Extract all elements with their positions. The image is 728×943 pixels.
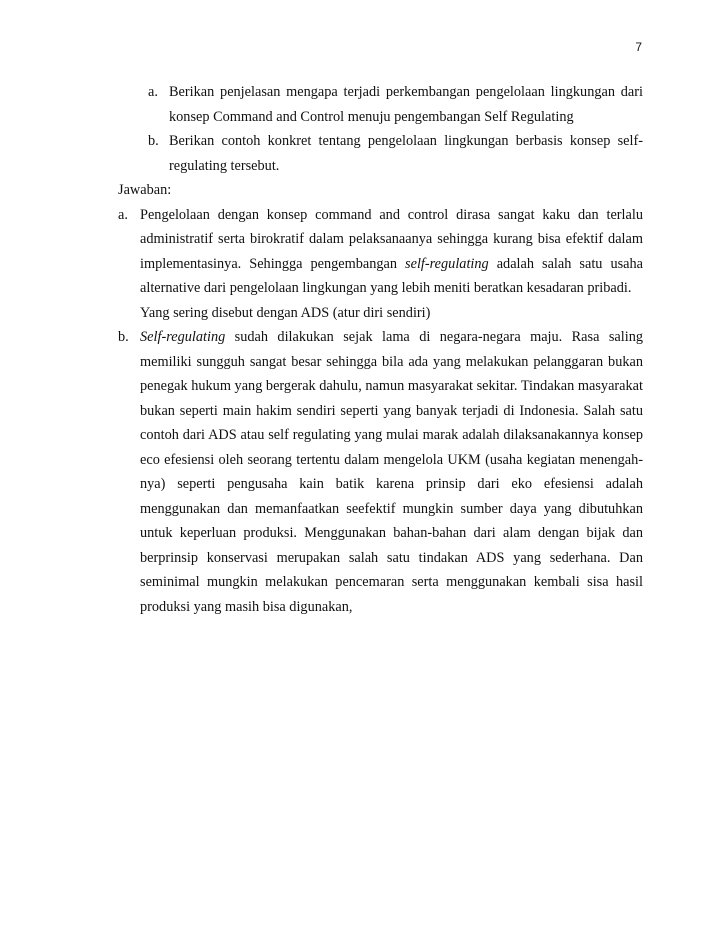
answer-marker-a: a. xyxy=(118,206,128,223)
answer-a-text-part-1: Pengelolaan dengan konsep command and control dirasa sangat kaku dan terlalu administratif serta birokratif dalam pelaksanaanya sehingga kurang bisa efektif dalam implementasinya. Sehingga pengembangan xyxy=(140,206,643,272)
answer-a-text-part-2: adalah salah satu usaha alternative dari pengelolaan lingkungan yang lebih meniti beratkan kesadaran pribadi. xyxy=(140,255,643,296)
question-marker-b: b. xyxy=(148,133,159,149)
question-marker-a: a. xyxy=(148,84,158,100)
answer-b-text: sudah dilakukan sejak lama di negara-negara maju. Rasa saling memiliki sungguh sangat besar sehingga bila ada yang melakukan pelanggaran bukan penegak hukum yang bergerak dahulu, namun masyarakat sekitar. Tindakan masyarakat bukan seperti main hakim sendiri seperti yang banyak terjadi di Indonesia. Salah satu contoh dari ADS atau self regulating yang mulai marak adalah dilaksanakannya konsep eco efesiensi oleh seorang tertentu dalam mengelola UKM (usaha kegiatan menengah-nya) seperti pengusaha kain batik karena prinsip dari eko efesiensi adalah menggunakan dan memanfaatkan seefektif mungkin sumber daya yang dibutuhkan untuk keperluan produksi. Menggunakan bahan-bahan dari alam dengan bijak dan berprinsip konservasi merupakan salah satu tindakan ADS yang sederhana. Dan seminimal mungkin melakukan pencemaran serta menggunakan kembali sisa hasil produksi yang masih bisa digunakan, xyxy=(140,329,643,615)
answer-a-italic-term: self-regulating xyxy=(405,255,489,272)
question-list xyxy=(148,80,643,178)
answer-text-a xyxy=(140,203,643,326)
answer-a-paragraph-1 xyxy=(140,203,643,301)
answer-a-paragraph-2: Yang sering disebut dengan ADS (atur diri sendiri) xyxy=(140,304,431,321)
answer-item-b xyxy=(118,325,643,619)
question-text-b: Berikan contoh konkret tentang pengelolaan lingkungan berbasis konsep self-regulating tersebut. xyxy=(169,133,643,174)
answer-marker-b: b. xyxy=(118,329,129,345)
answer-b-paragraph xyxy=(140,325,643,619)
question-item-b xyxy=(148,129,643,178)
page-number: 7 xyxy=(635,40,642,54)
document-body xyxy=(118,80,643,619)
answer-text-b xyxy=(140,325,643,619)
question-text-a: Berikan penjelasan mengapa terjadi perkembangan pengelolaan lingkungan dari konsep Command and Control menuju pengembangan Self Regulating xyxy=(169,84,643,125)
question-item-a xyxy=(148,80,643,129)
answer-b-italic-term: Self-regulating xyxy=(140,329,226,345)
answer-heading: Jawaban: xyxy=(118,182,172,198)
answer-item-a xyxy=(118,203,643,326)
